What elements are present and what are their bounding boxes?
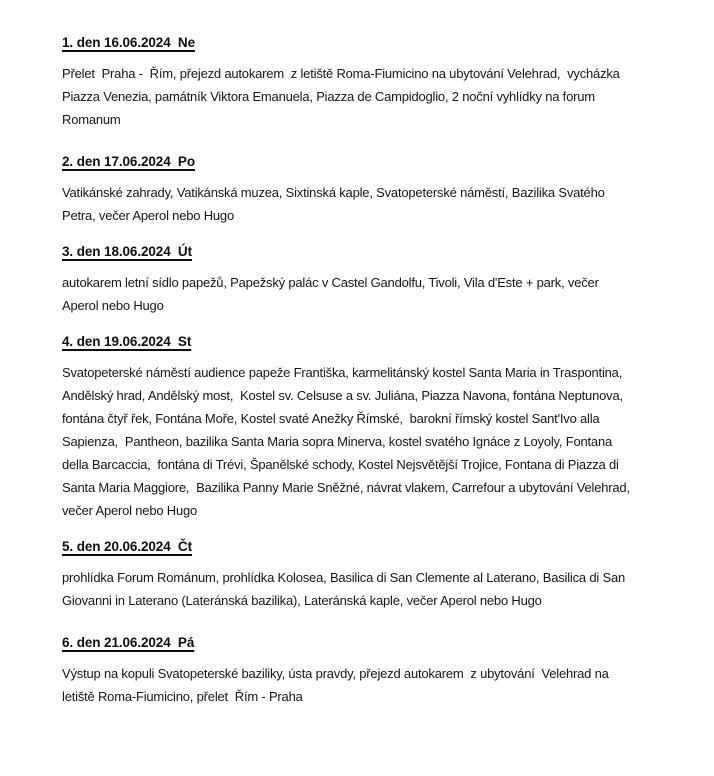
day-section bbox=[62, 332, 676, 522]
itinerary-text-line: Svatopeterské náměstí audience papeže Františka, karmelitánský kostel Santa Maria in Traspontina, bbox=[62, 365, 623, 380]
day-body bbox=[62, 271, 676, 317]
itinerary-text-line: večer Aperol nebo Hugo bbox=[62, 503, 198, 518]
day-body bbox=[62, 566, 676, 612]
day-body bbox=[62, 181, 676, 227]
itinerary-text-line: prohlídka Forum Románum, prohlídka Kolosea, Basilica di San Clemente al Laterano, Basilica di San bbox=[62, 570, 626, 585]
day-heading: 2. den 17.06.2024 Po bbox=[62, 154, 195, 169]
day-body bbox=[62, 662, 676, 708]
itinerary-text-line: fontána čtyř řek, Fontána Moře, Kostel svaté Anežky Římské, barokní římský kostel Sant'Ivo alla bbox=[62, 411, 600, 426]
day-section bbox=[62, 33, 676, 131]
itinerary-text-line: Sapienza, Pantheon, bazilika Santa Maria sopra Minerva, kostel svatého Ignáce z Loyoly, Fontana bbox=[62, 434, 613, 449]
day-heading: 4. den 19.06.2024 St bbox=[62, 334, 192, 349]
itinerary-text-line: autokarem letní sídlo papežů, Papežský palác v Castel Gandolfu, Tivoli, Vila d'Este + park, večer bbox=[62, 275, 599, 290]
itinerary-text-line: Přelet Praha - Řím, přejezd autokarem z letiště Roma-Fiumicino na ubytování Velehrad, vycházka bbox=[62, 66, 620, 81]
itinerary-text-line: Piazza Venezia, památník Viktora Emanuela, Piazza de Campidoglio, 2 noční vyhlídky na forum bbox=[62, 89, 595, 104]
day-heading: 3. den 18.06.2024 Út bbox=[62, 244, 192, 259]
day-section bbox=[62, 242, 676, 317]
day-body bbox=[62, 62, 676, 131]
itinerary-text-line: Giovanni in Laterano (Lateránská bazilika), Lateránská kaple, večer Aperol nebo Hugo bbox=[62, 593, 542, 608]
itinerary-text-line: Výstup na kopuli Svatopeterské baziliky, ústa pravdy, přejezd autokarem z ubytování Velehrad na bbox=[62, 666, 609, 681]
itinerary-text-line: Aperol nebo Hugo bbox=[62, 298, 164, 313]
day-body bbox=[62, 361, 676, 522]
day-heading: 1. den 16.06.2024 Ne bbox=[62, 35, 195, 50]
itinerary-text-line: Romanum bbox=[62, 112, 121, 127]
itinerary-text-line: Santa Maria Maggiore, Bazilika Panny Marie Sněžné, návrat vlakem, Carrefour a ubytování Velehrad, bbox=[62, 480, 630, 495]
itinerary-text-line: Andělský hrad, Andělský most, Kostel sv. Celsuse a sv. Juliána, Piazza Navona, fontána Neptunova, bbox=[62, 388, 623, 403]
itinerary-text-line: letiště Roma-Fiumicino, přelet Řím - Praha bbox=[62, 689, 303, 704]
day-section bbox=[62, 537, 676, 612]
day-heading: 6. den 21.06.2024 Pá bbox=[62, 635, 195, 650]
itinerary-text-line: della Barcaccia, fontána di Trévi, Španělské schody, Kostel Nejsvětější Trojice, Fontana di Piazza di bbox=[62, 457, 619, 472]
itinerary-text-line: Petra, večer Aperol nebo Hugo bbox=[62, 208, 234, 223]
day-heading: 5. den 20.06.2024 Čt bbox=[62, 539, 192, 554]
day-section bbox=[62, 152, 676, 227]
day-section bbox=[62, 633, 676, 708]
itinerary-text-line: Vatikánské zahrady, Vatikánská muzea, Sixtinská kaple, Svatopeterské náměstí, Bazilika Svatého bbox=[62, 185, 605, 200]
